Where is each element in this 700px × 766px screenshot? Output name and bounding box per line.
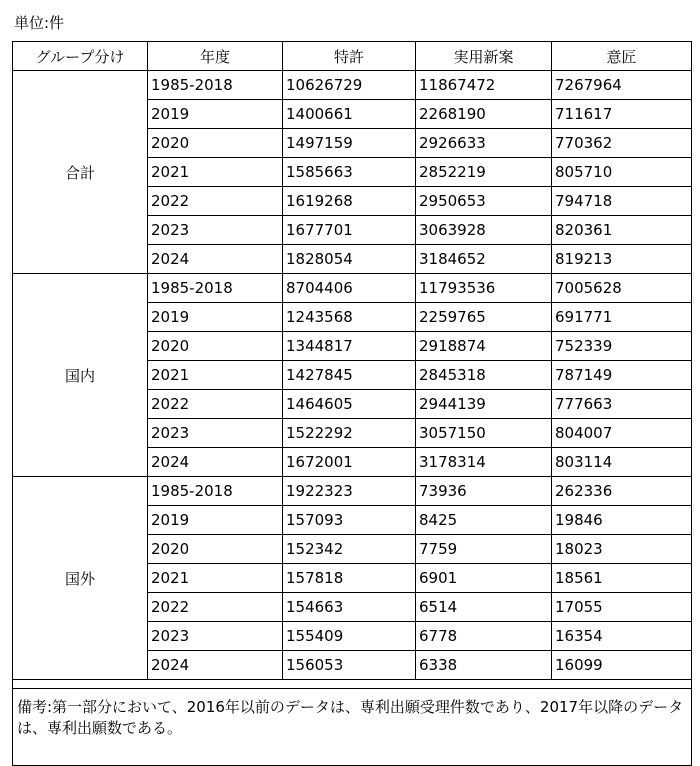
utility-model-cell: 3184652 [416,245,552,274]
year-cell: 2022 [148,187,283,216]
group-name: 国外 [13,477,148,680]
patent-cell: 1344817 [283,332,416,361]
design-cell: 262336 [552,477,692,506]
utility-model-cell: 11793536 [416,274,552,303]
year-cell: 2022 [148,593,283,622]
table-body [13,71,692,680]
patent-cell: 1243568 [283,303,416,332]
header-row [13,42,692,71]
year-cell: 2021 [148,564,283,593]
header-group: グループ分け [13,42,148,71]
utility-model-cell: 2268190 [416,100,552,129]
statistics-table [12,41,692,766]
design-cell: 7005628 [552,274,692,303]
patent-cell: 1922323 [283,477,416,506]
design-cell: 819213 [552,245,692,274]
year-cell: 1985-2018 [148,274,283,303]
patent-cell: 1522292 [283,419,416,448]
design-cell: 18023 [552,535,692,564]
design-cell: 805710 [552,158,692,187]
utility-model-cell: 6338 [416,651,552,680]
utility-model-cell: 2845318 [416,361,552,390]
patent-cell: 1828054 [283,245,416,274]
design-cell: 777663 [552,390,692,419]
group-name: 合計 [13,71,148,274]
patent-cell: 1427845 [283,361,416,390]
year-cell: 2019 [148,303,283,332]
year-cell: 2020 [148,535,283,564]
utility-model-cell: 3057150 [416,419,552,448]
patent-cell: 154663 [283,593,416,622]
year-cell: 2024 [148,245,283,274]
year-cell: 2024 [148,448,283,477]
header-patent: 特許 [283,42,416,71]
year-cell: 2023 [148,419,283,448]
design-cell: 7267964 [552,71,692,100]
patent-cell: 1464605 [283,390,416,419]
design-cell: 16099 [552,651,692,680]
year-cell: 1985-2018 [148,477,283,506]
table-row [13,274,692,303]
design-cell: 711617 [552,100,692,129]
year-cell: 2023 [148,216,283,245]
utility-model-cell: 2944139 [416,390,552,419]
utility-model-cell: 2259765 [416,303,552,332]
year-cell: 2021 [148,158,283,187]
note-row [13,689,692,766]
year-cell: 2021 [148,361,283,390]
header-design: 意匠 [552,42,692,71]
utility-model-cell: 6514 [416,593,552,622]
header-utility-model: 実用新案 [416,42,552,71]
design-cell: 787149 [552,361,692,390]
utility-model-cell: 73936 [416,477,552,506]
utility-model-cell: 2926633 [416,129,552,158]
patent-cell: 1619268 [283,187,416,216]
utility-model-cell: 8425 [416,506,552,535]
patent-cell: 1400661 [283,100,416,129]
design-cell: 820361 [552,216,692,245]
year-cell: 2020 [148,129,283,158]
group-name: 国内 [13,274,148,477]
design-cell: 770362 [552,129,692,158]
header-year: 年度 [148,42,283,71]
patent-cell: 155409 [283,622,416,651]
design-cell: 804007 [552,419,692,448]
utility-model-cell: 11867472 [416,71,552,100]
design-cell: 18561 [552,564,692,593]
utility-model-cell: 3178314 [416,448,552,477]
year-cell: 2022 [148,390,283,419]
design-cell: 16354 [552,622,692,651]
utility-model-cell: 7759 [416,535,552,564]
footnote: 備考:第一部分において、2016年以前のデータは、専利出願受理件数であり、2017年以降のデータは、専利出願数である。 [13,689,692,766]
utility-model-cell: 6778 [416,622,552,651]
utility-model-cell: 2950653 [416,187,552,216]
patent-cell: 156053 [283,651,416,680]
design-cell: 803114 [552,448,692,477]
design-cell: 794718 [552,187,692,216]
utility-model-cell: 2918874 [416,332,552,361]
table-row [13,71,692,100]
spacer-row [13,680,692,689]
design-cell: 691771 [552,303,692,332]
design-cell: 19846 [552,506,692,535]
utility-model-cell: 3063928 [416,216,552,245]
patent-cell: 10626729 [283,71,416,100]
patent-cell: 157818 [283,564,416,593]
year-cell: 2020 [148,332,283,361]
design-cell: 17055 [552,593,692,622]
patent-cell: 157093 [283,506,416,535]
design-cell: 752339 [552,332,692,361]
table-row [13,477,692,506]
patent-cell: 1672001 [283,448,416,477]
patent-cell: 1585663 [283,158,416,187]
utility-model-cell: 6901 [416,564,552,593]
patent-cell: 1497159 [283,129,416,158]
year-cell: 2024 [148,651,283,680]
patent-cell: 1677701 [283,216,416,245]
year-cell: 2023 [148,622,283,651]
year-cell: 1985-2018 [148,71,283,100]
unit-label: 単位:件 [14,14,65,32]
year-cell: 2019 [148,506,283,535]
year-cell: 2019 [148,100,283,129]
patent-cell: 8704406 [283,274,416,303]
utility-model-cell: 2852219 [416,158,552,187]
patent-cell: 152342 [283,535,416,564]
